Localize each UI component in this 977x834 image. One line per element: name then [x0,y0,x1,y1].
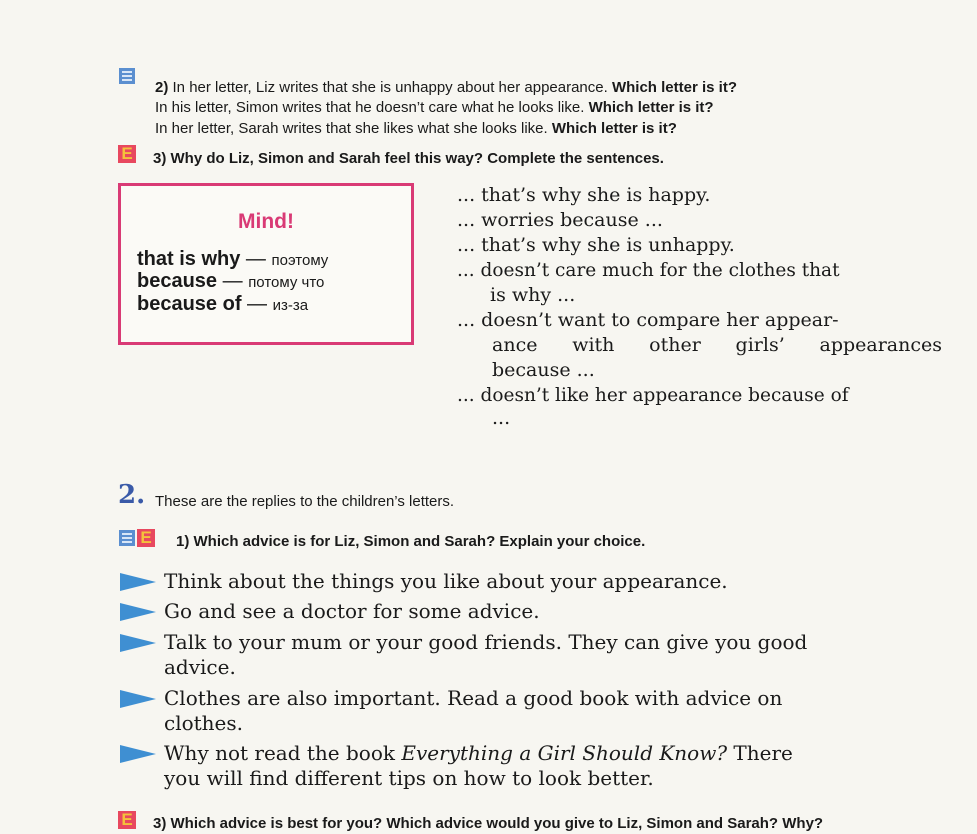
arrow-icon [120,690,156,708]
advice-line: Go and see a doctor for some advice. [164,599,540,623]
task-number: 2) [155,79,169,96]
mind-term: that is why [137,248,241,270]
mind-term: because [137,270,218,292]
cut-off-task [118,810,948,832]
exercise-line: ... [492,407,511,429]
advice-item [164,741,942,791]
book-title: Everything a Girl Should Know? [401,741,728,765]
exercise-line: ... doesn’t want to compare her appear- [457,309,839,331]
task2-question: Which letter is it? [588,99,714,116]
section-number: 2. [118,480,146,510]
advice-line: Think about the things you like about your appearance. [164,569,728,593]
exercise-line: ance with other girls’ appearances [492,334,942,356]
pen-icon: E [118,145,136,163]
mind-dash: — [247,293,268,315]
mind-translation: потому что [248,274,325,291]
task2-statement: In her letter, Liz writes that she is unhappy about her appearance. [172,79,608,96]
task3-heading: 3) Why do Liz, Simon and Sarah feel this way? Complete the sentences. [153,150,664,167]
task2-line-1 [155,78,737,98]
exercise-line: ... doesn’t like her appearance because of [457,385,849,406]
arrow-icon [120,573,156,591]
exercise-line: ... that’s why she is happy. [457,184,711,206]
arrow-icon [120,603,156,621]
pen-icon: E [137,529,155,547]
section-intro: These are the replies to the children’s letters. [155,493,455,510]
advice-text: There [727,741,793,765]
task2-statement: In his letter, Simon writes that he doesn’t care what he looks like. [155,99,585,116]
exercise-line: ... doesn’t care much for the clothes that [457,260,840,281]
mind-translation: поэтому [271,252,329,269]
cut-off-heading: 3) Which advice is best for you? Which advice would you give to Liz, Simon and Sarah? Why? [153,815,824,832]
arrow-icon [120,634,156,652]
list-icon [119,530,135,546]
advice-line: Talk to your mum or your good friends. They can give you good [164,630,808,654]
advice-item [164,599,942,624]
advice-item [164,630,942,680]
mind-row [137,270,324,294]
mind-term: because of [137,293,242,315]
advice-line: clothes. [164,711,244,735]
list-icon [119,68,135,84]
mind-box [118,183,414,345]
advice-line [164,741,942,766]
task2-question: Which letter is it? [611,79,737,96]
mind-dash: — [222,270,243,292]
pen-icon: E [118,811,136,829]
task2-line-3 [155,119,677,139]
advice-item [164,569,942,594]
mind-row [137,293,308,317]
mind-row [137,248,328,272]
advice-line: advice. [164,655,236,679]
exercise-line: ... worries because ... [457,209,663,231]
task2-statement: In her letter, Sarah writes that she likes what she looks like. [155,120,548,137]
advice-text: Why not read the book [164,741,402,765]
exercise-line: because ... [492,359,595,381]
advice-item [164,686,942,736]
advice-line: you will find different tips on how to look better. [164,766,654,790]
mind-dash: — [245,248,266,270]
subtask-heading: 1) Which advice is for Liz, Simon and Sarah? Explain your choice. [176,533,646,550]
exercise-line: ... that’s why she is unhappy. [457,234,735,256]
exercise-line: is why ... [490,284,576,306]
advice-line: Clothes are also important. Read a good book with advice on [164,686,783,710]
task2-question: Which letter is it? [551,120,677,137]
mind-title: Mind! [238,210,294,233]
mind-translation: из-за [272,297,309,314]
task2-line-2 [155,98,714,118]
arrow-icon [120,745,156,763]
